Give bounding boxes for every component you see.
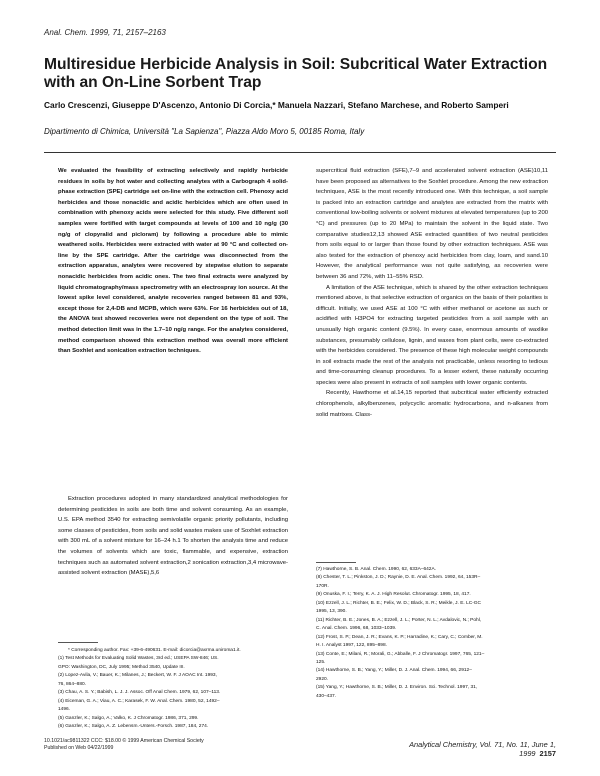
reference-line: (4) Eiceman, G. A.; Viau, A. C.; Karasek, F. W. Anal. Chem. 1980, 52, 1492–	[58, 698, 220, 704]
reference-line: (8) Chester, T. L.; Pinkston, J. D.; Raynie, D. E. Anal. Chem. 1992, 64, 153R–	[316, 575, 481, 581]
author-list: Carlo Crescenzi, Giuseppe D'Ascenzo, Antonio Di Corcia,* Manuela Nazzari, Stefano Marchese, and Roberto Samperi	[44, 100, 509, 110]
reference-line: (3) Chau, A. S. Y.; Babish, L. J. J. Assoc. Off Anal Chem. 1979, 62, 107–113.	[58, 690, 221, 696]
reference-line: (2) Lopez-Avila, V.; Bauer, K.; Milanes, J.; Beckert, W. F. J AOAC Int. 1993,	[58, 673, 217, 679]
header-divider	[44, 152, 556, 153]
reference-line: (15) Yang, Y.; Hawthorne, S. B.; Miller, D. J. Environ. Sci. Technol. 1997, 31,	[316, 685, 478, 691]
reference-line: 430–437.	[316, 693, 337, 699]
reference-line: (10) Ezzell, J. L.; Richter, B. E.; Felix, W. D.; Black, S. R.; Meikle, J. E. LC-GC	[316, 600, 481, 606]
journal-issue: Analytical Chemistry, Vol. 71, No. 11, June 1, 1999	[409, 740, 556, 758]
reference-line: (6) Ganzler, K.; Salgo, A. Z. Lebensm.-Unters.-Forsch. 1987, 184, 274.	[58, 724, 209, 730]
reference-line: 76, 864–880.	[58, 681, 87, 687]
references-divider	[316, 562, 356, 563]
reference-line: H. I. Analyst 1997, 122, 895–898.	[316, 643, 387, 649]
reference-line: GPO: Washington, DC, July 1995; Method 3540, Update III.	[58, 664, 185, 670]
right-paragraph-1: supercritical fluid extraction (SFE),7–9 and accelerated solvent extraction (ASE)10,11 have been proposed as alternatives to the Soxhlet procedure. Among the new extraction techniques, ASE is the most recently introduced one. With this technique, a soil sample is packed into an extraction cartridge and analytes are extracted from the matrix with conventional low-boiling solvents or solvent mixtures at elevated temperatures (up to 200 °C) and pressures (up to 20 MPa) to maintain the solvent in the liquid state. Two comparative studies12,13 showed ASE extracted quantities of two neutral pesticides from soils equal to or larger than those found by other extraction techniques. ASE was also tested for the extraction of phenoxy acid herbicides from clay, loam, and sand.10 However, the analytical performance was not quite satisfying, as recoveries were between 36 and 72%, with 11–55% RSD.	[316, 168, 548, 280]
reference-list-left	[58, 655, 288, 731]
reference-line: C. Anal. Chem. 1996, 68, 1033–1039.	[316, 626, 397, 632]
intro-paragraph: Extraction procedures adopted in many standardized analytical methodologies for determining pesticides in soils are both time and solvent consuming. As an example, U.S. EPA method 3540 for extracting semivolatile organic priority pollutants, including some classes of pesticides, from soils and solid wastes makes use of Soxhlet extraction with 300 mL of a solvent mixture for 16–24 h.1 To shorten the analysis time and reduce the volumes of solvents which are toxic, flammable, and expensive, extraction techniques such as automated solvent extraction,2 sonication extraction,3,4 microwave-assisted solvent extraction (MASE),5,6	[58, 496, 288, 577]
reference-line: (12) Frost, S. P.; Dean, J. R.; Evans, K. P.; Harradine, K.; Cary, C.; Comber, M.	[316, 634, 483, 640]
published-line: Published on Web 04/22/1999	[44, 745, 114, 751]
footer-right	[380, 740, 556, 758]
journal-citation: Anal. Chem. 1999, 71, 2157–2163	[44, 28, 166, 37]
reference-line: (7) Hawthorne, S. B. Anal. Chem. 1990, 62, 633A–642A.	[316, 567, 436, 572]
reference-line: 125.	[316, 659, 326, 665]
footnote-divider	[58, 642, 98, 643]
footer-left	[44, 738, 204, 752]
reference-line: 2920.	[316, 676, 329, 682]
reference-line: 170R.	[316, 583, 329, 589]
right-paragraph-3: Recently, Hawthorne et al.14,15 reported that subcritical water efficiently extracted chlorophenols, alkylbenzenes, polycyclic aromatic hydrocarbons, and n-alkanes from solid matrixes. Class-	[316, 390, 548, 418]
reference-line: (5) Ganzler, K.; Salgo, A.; Valko, K. J Chromatogr. 1986, 371, 299.	[58, 715, 199, 721]
reference-line: (11) Richter, B. E.; Jones, B. A.; Ezzell, J. L.; Porter, N. L.; Avdalovic, N.; Pohl,	[316, 617, 482, 623]
corresponding-author-note: * Corresponding author. Fax: +39-6-490631. E-mail: dicorcia@axrma.uniroma1.it.	[68, 648, 241, 653]
reference-line: (13) Conte, E.; Milani, R.; Morali, G.; Abballe, F. J Chromatogr. 1997, 765, 121–	[316, 651, 485, 657]
right-paragraph-2: A limitation of the ASE technique, which is shared by the other extraction techniques mentioned above, is that selective extraction of organics on the basis of their polarities is difficult. Initially, we used ASE at 100 °C with either methanol or acetone as such or acidified with H3PO4 for extracting targeted pesticides from a soil sample with an unusually high organic content (9.5%). In every case, enormous amounts of waxlike substances, presumably cellulose, lignin, and waxes from plant cells, were co-extracted with the herbicides considered. The presence of these high molecular weight compounds in soil extracts made the rest of the analysis not practicable, unless resorting to tedious and time-consuming cleanup procedures. To a lesser extent, these naturally occurring species were also present in extracts of soil samples with lower organic contents.	[316, 284, 548, 386]
article-title: Multiresidue Herbicide Analysis in Soil: Subcritical Water Extraction with an On-Line Sorbent Trap	[44, 56, 548, 91]
affiliation: Dipartimento di Chimica, Università "La Sapienza", Piazza Aldo Moro 5, 00185 Roma, Italy	[44, 127, 365, 136]
introduction-left-column	[58, 494, 288, 579]
abstract: We evaluated the feasibility of extracting selectively and rapidly herbicide residues in soils by hot water and collecting analytes with a Carbograph 4 solid-phase extraction (SPE) cartridge set on-line with the extraction cell. Phenoxy acid herbicides and those nonacidic and acidic herbicides which are often used in combination with phenoxy acids were selected for this study. Five different soil samples were fortified with target compounds at levels of 100 and 10 ng/g (30 ng/g of clopyralid and picloram) by following a procedure able to mimic weathered soils. Herbicides were extracted with water at 90 °C and collected on-line by the SPE cartridge. After the cartridge was disconnected from the extraction apparatus, analytes were recovered by stepwise elution to separate nonacidic herbicides from acidic ones. The two final extracts were analyzed by liquid chromatography/mass spectrometry with an electrospray ion source. At the lowest spike level considered, analyte recoveries ranged between 81 and 93%, except those for 2,4-DB and MCPB, which were 63%. For 16 herbicides out of 18, the ANOVA test showed recoveries were not dependent on the type of soil. The method detection limit was in the 1.7–10 ng/g range. For the analytes considered, method comparison showed this extraction method was overall more efficient than Soxhlet and sonication extraction techniques.	[58, 168, 288, 355]
page-number: 2157	[539, 749, 556, 758]
doi-line: 10.1021/ac9811322 CCC: $18.00 © 1999 American Chemical Society	[44, 738, 204, 744]
reference-list-right	[316, 566, 548, 701]
reference-line: 1995, 13, 390.	[316, 609, 347, 615]
reference-line: (14) Hawthorne, S. B.; Yang, Y.; Miller, D. J. Anal. Chem. 1994, 66, 2912–	[316, 668, 472, 674]
reference-line: 1496.	[58, 707, 71, 713]
left-footnotes	[58, 647, 288, 732]
reference-line: (1) Test Methods for Evaluating Solid Wastes, 3rd ed.; USEPA SW-846; US.	[58, 656, 219, 662]
right-column	[316, 166, 548, 420]
reference-line: (9) Onuska, F. I.; Terry, K. A. J. High Resolut. Chromatogr. 1995, 18, 417.	[316, 592, 471, 598]
